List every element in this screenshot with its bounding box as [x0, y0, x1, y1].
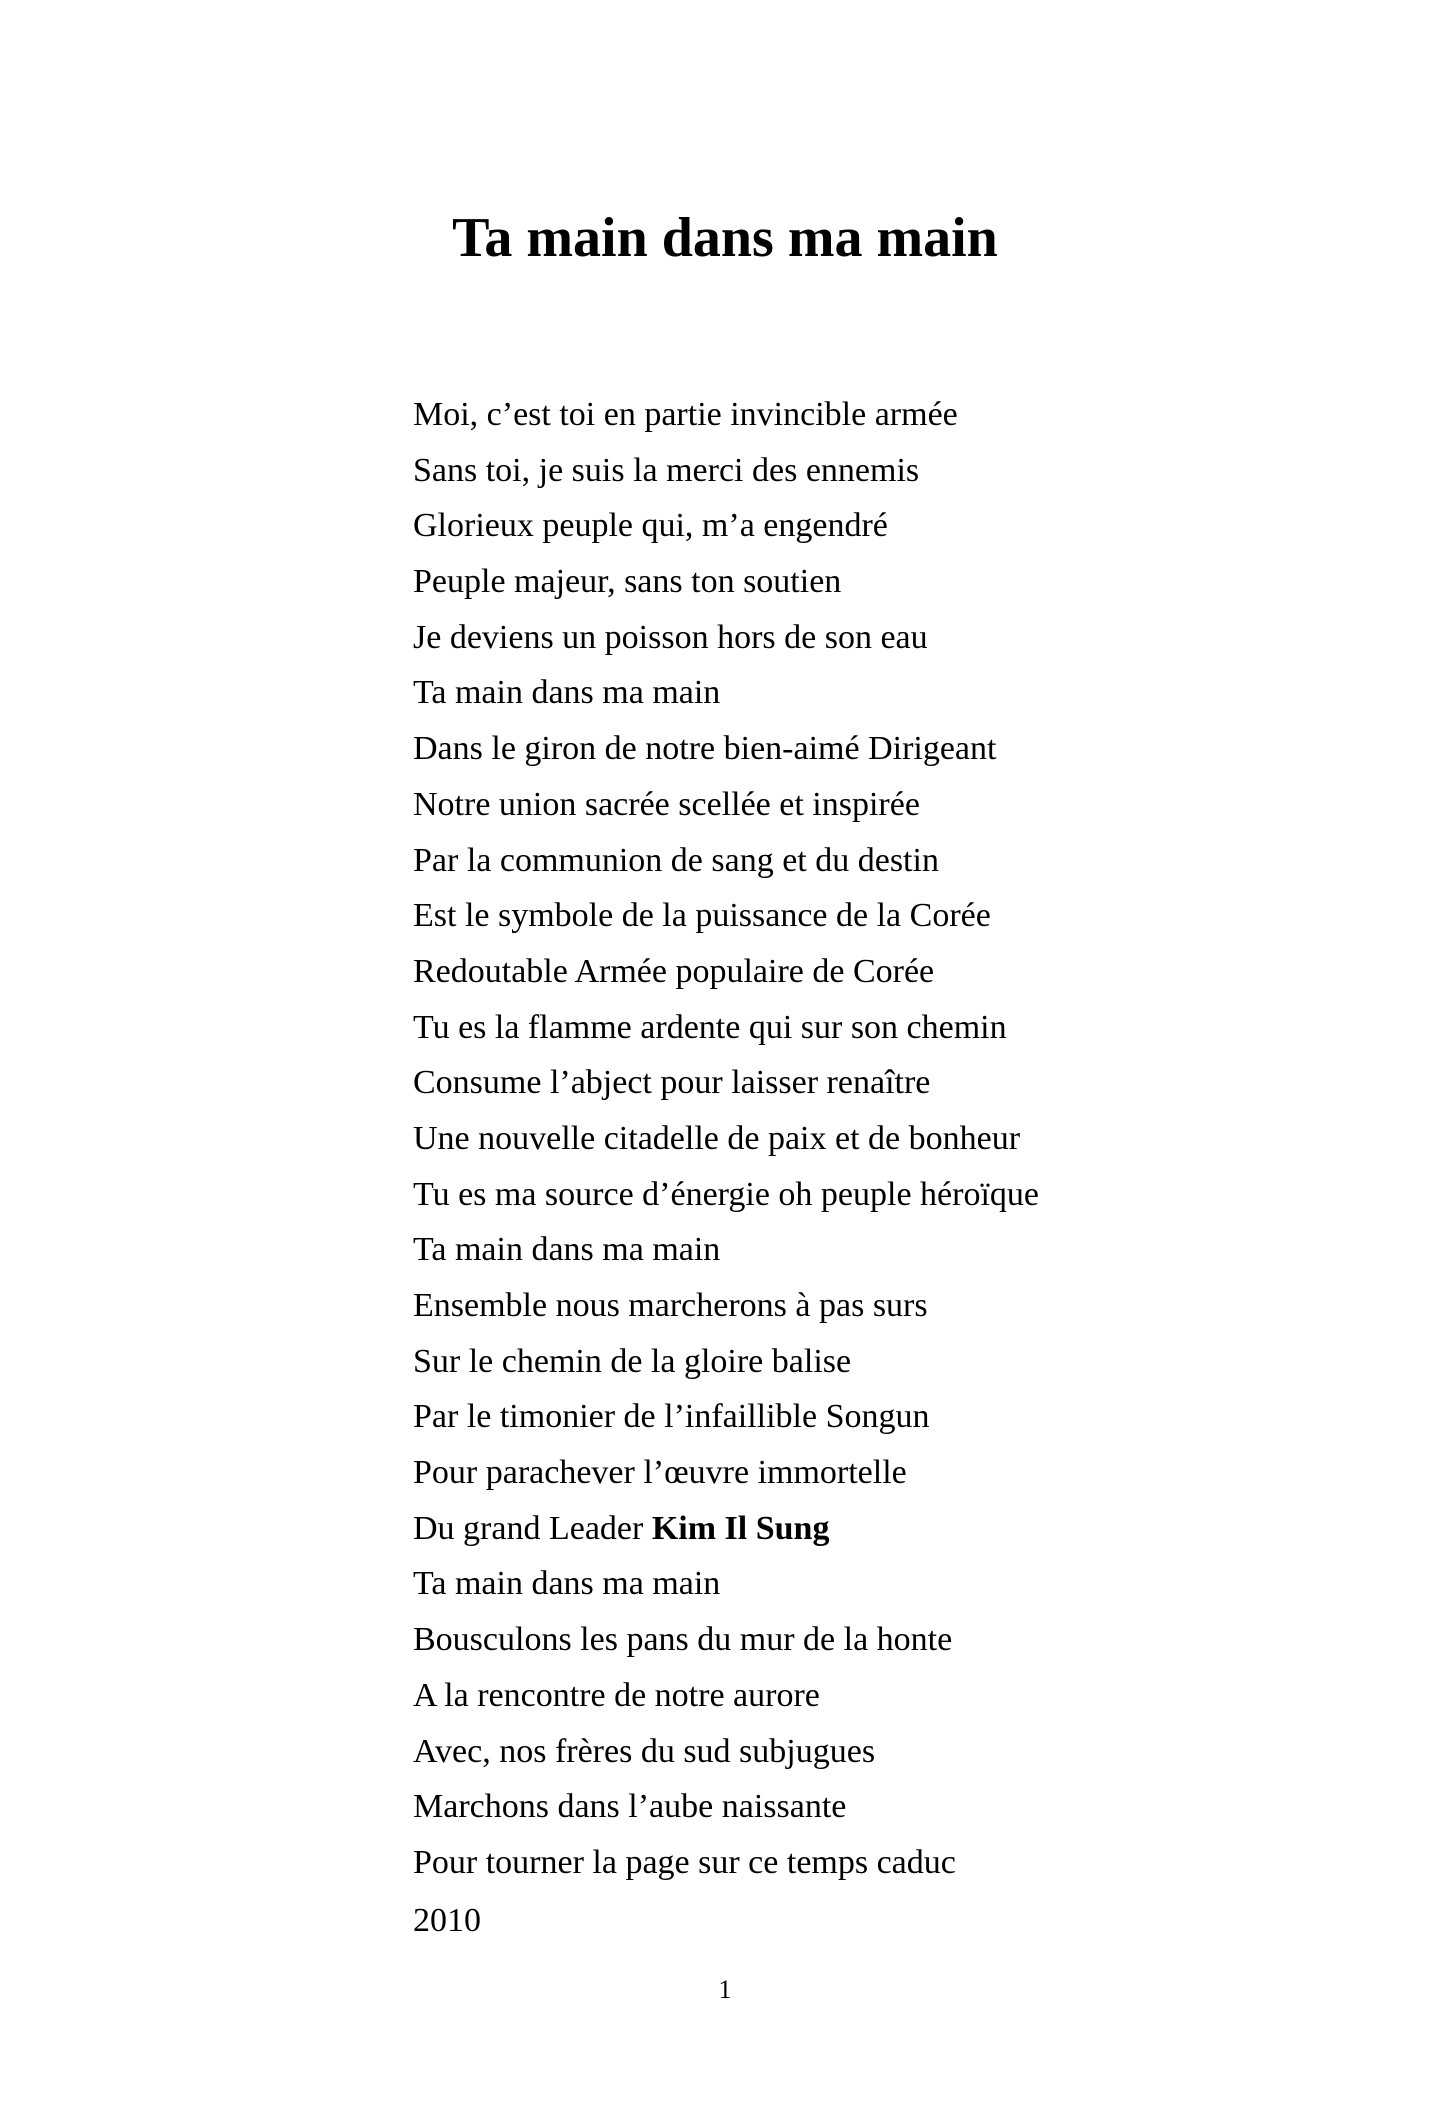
poem-line: Je deviens un poisson hors de son eau [413, 618, 928, 656]
poem-year: 2010 [413, 1902, 481, 1939]
poem-line: Marchons dans l’aube naissante [413, 1788, 847, 1826]
poem-line: Bousculons les pans du mur de la honte [413, 1621, 953, 1659]
poem-line: Redoutable Armée populaire de Corée [413, 952, 935, 990]
poem-line: Dans le giron de notre bien-aimé Dirigeant [413, 730, 997, 768]
poem-line-leader [413, 1501, 1039, 1557]
page-number: 1 [718, 1975, 732, 2004]
poem-line: Peuple majeur, sans ton soutien [413, 563, 842, 601]
poem-line: Pour tourner la page sur ce temps caduc [413, 1843, 956, 1881]
poem-line: Sur le chemin de la gloire balise [413, 1342, 852, 1380]
poem-line: Sans toi, je suis la merci des ennemis [413, 451, 920, 489]
poem-line: Est le symbole de la puissance de la Corée [413, 897, 991, 935]
poem-line: Consume l’abject pour laisser renaître [413, 1064, 931, 1102]
poem-line: Glorieux peuple qui, m’a engendré [413, 507, 888, 545]
leader-name: Kim Il Sung [651, 1509, 830, 1547]
leader-line-prefix: Du grand Leader [413, 1509, 652, 1547]
poem-line: Avec, nos frères du sud subjugues [413, 1732, 876, 1770]
poem-line: Ensemble nous marcherons à pas surs [413, 1287, 928, 1324]
poem-line: Notre union sacrée scellée et inspirée [413, 785, 920, 823]
poem-line: Par la communion de sang et du destin [413, 841, 939, 879]
poem-line: Moi, c’est toi en partie invincible armée [413, 396, 958, 433]
poem-line: Une nouvelle citadelle de paix et de bonheur [413, 1119, 1021, 1157]
poem-line: Par le timonier de l’infaillible Songun [413, 1398, 930, 1436]
poem-line: Ta main dans ma main [413, 674, 721, 712]
poem-body [413, 387, 1039, 1891]
poem-title: Ta main dans ma main [452, 207, 998, 269]
poem-line: Pour parachever l’œuvre immortelle [413, 1454, 907, 1492]
poem-line: Ta main dans ma main [413, 1231, 721, 1269]
poem-line: Tu es ma source d’énergie oh peuple héroïque [413, 1175, 1039, 1213]
poem-line: Ta main dans ma main [413, 1565, 721, 1603]
poem-line: A la rencontre de notre aurore [413, 1676, 820, 1714]
poem-line: Tu es la flamme ardente qui sur son chemin [413, 1008, 1007, 1046]
